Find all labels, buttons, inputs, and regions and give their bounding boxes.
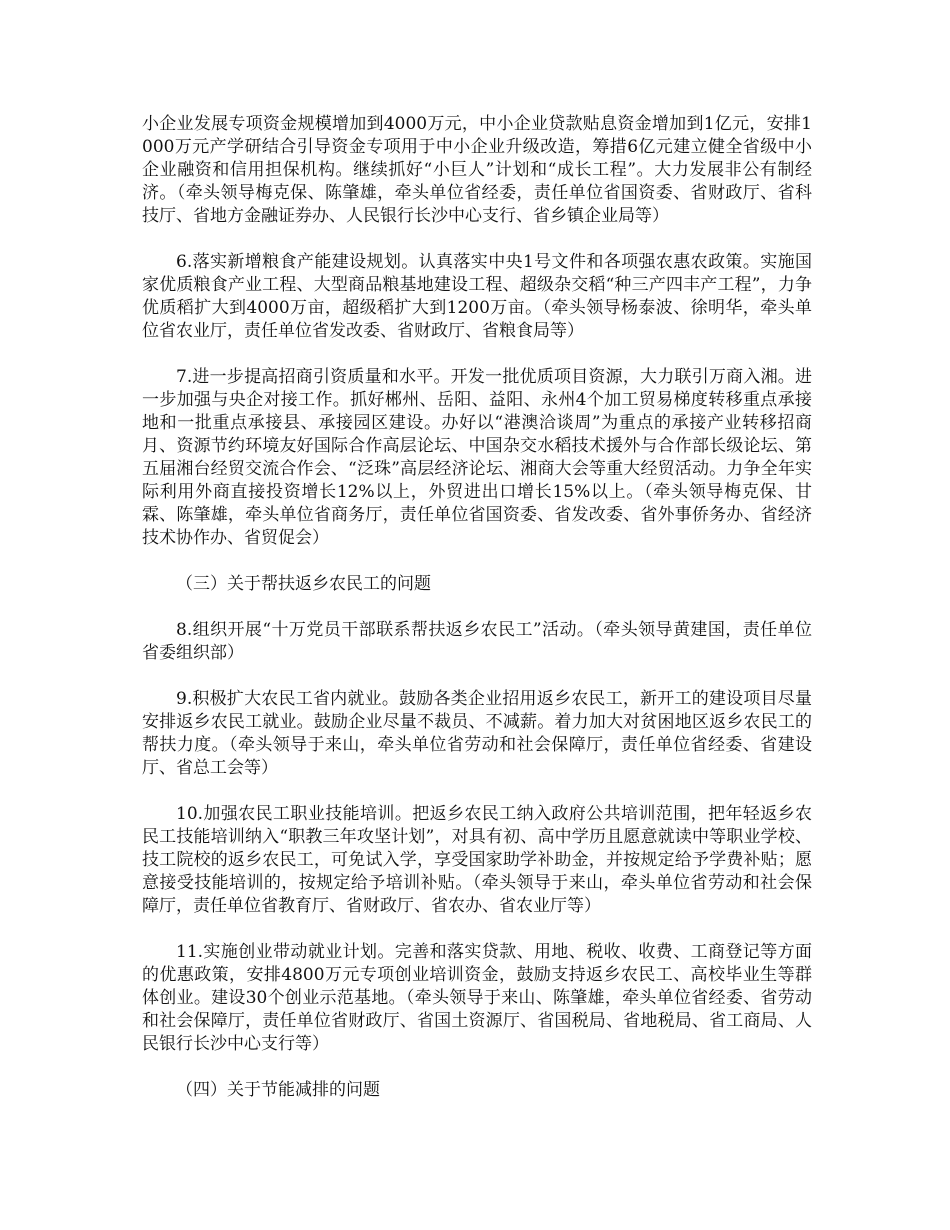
paragraph-item-9-employment: 9.积极扩大农民工省内就业。鼓励各类企业招用返乡农民工，新开工的建设项目尽量安排返乡农民工就业。鼓励企业尽量不裁员、不减薪。着力加大对贫困地区返乡农民工的帮扶力度。（牵头领导于来山，牵头单位省劳动和社会保障厅，责任单位省经委、省建设厅、省总工会等） xyxy=(142,689,812,778)
paragraph-item-11-entrepreneurship: 11.实施创业带动就业计划。完善和落实贷款、用地、税收、收费、工商登记等方面的优惠政策，安排4800万元专项创业培训资金，鼓励支持返乡农民工、高校毕业生等群体创业。建设30个创业示范基地。（牵头领导于来山、陈肇雄，牵头单位省经委、省劳动和社会保障厅，责任单位省财政厅、省国土资源厅、省国税局、省地税局、省工商局、人民银行长沙中心支行等） xyxy=(142,942,812,1054)
paragraph-item-10-skills-training: 10.加强农民工职业技能培训。把返乡农民工纳入政府公共培训范围，把年轻返乡农民工技能培训纳入“职教三年攻坚计划”，对具有初、高中学历且愿意就读中等职业学校、技工院校的返乡农民工，可免试入学，享受国家助学补助金，并按规定给予学费补贴；愿意接受技能培训的，按规定给予培训补贴。（牵头领导于来山，牵头单位省劳动和社会保障厅，责任单位省教育厅、省财政厅、省农办、省农业厅等） xyxy=(142,804,812,916)
paragraph-item-6-grain-capacity: 6.落实新增粮食产能建设规划。认真落实中央1号文件和各项强农惠农政策。实施国家优质粮食产业工程、大型商品粮基地建设工程、超级杂交稻“种三产四丰产工程”，力争优质稻扩大到4000万亩，超级稻扩大到1200万亩。（牵头领导杨泰波、徐明华，牵头单位省农业厅，责任单位省发改委、省财政厅、省粮食局等） xyxy=(142,252,812,341)
paragraph-item-7-investment: 7.进一步提高招商引资质量和水平。开发一批优质项目资源，大力联引万商入湘。进一步加强与央企对接工作。抓好郴州、岳阳、益阳、永州4个加工贸易梯度转移重点承接地和一批重点承接县、承接园区建设。办好以“港澳洽谈周”为重点的承接产业转移招商月、资源节约环境友好国际合作高层论坛、中国杂交水稻技术援外与合作部长级论坛、第五届湘台经贸交流合作会、“泛珠”高层经济论坛、湘商大会等重大经贸活动。力争全年实际利用外商直接投资增长12%以上，外贸进出口增长15%以上。（牵头领导梅克保、甘霖、陈肇雄，牵头单位省商务厅，责任单位省国资委、省发改委、省外事侨务办、省经济技术协作办、省贸促会） xyxy=(142,367,812,548)
section-heading-4-energy-saving: （四）关于节能减排的问题 xyxy=(176,1080,380,1100)
document-body xyxy=(142,113,812,1125)
paragraph-sme-funding: 小企业发展专项资金规模增加到4000万元，中小企业贷款贴息资金增加到1亿元，安排1000万元产学研结合引导资金专项用于中小企业升级改造，筹措6亿元建立健全省级中小企业融资和信用担保机构。继续抓好“小巨人”计划和“成长工程”。大力发展非公有制经济。（牵头领导梅克保、陈肇雄，牵头单位省经委，责任单位省国资委、省财政厅、省科技厅、省地方金融证券办、人民银行长沙中心支行、省乡镇企业局等） xyxy=(142,114,812,226)
paragraph-item-8-party-members: 8.组织开展“十万党员干部联系帮扶返乡农民工”活动。（牵头领导黄建国，责任单位省委组织部） xyxy=(142,620,812,663)
section-heading-3-migrant-workers: （三）关于帮扶返乡农民工的问题 xyxy=(176,574,431,594)
